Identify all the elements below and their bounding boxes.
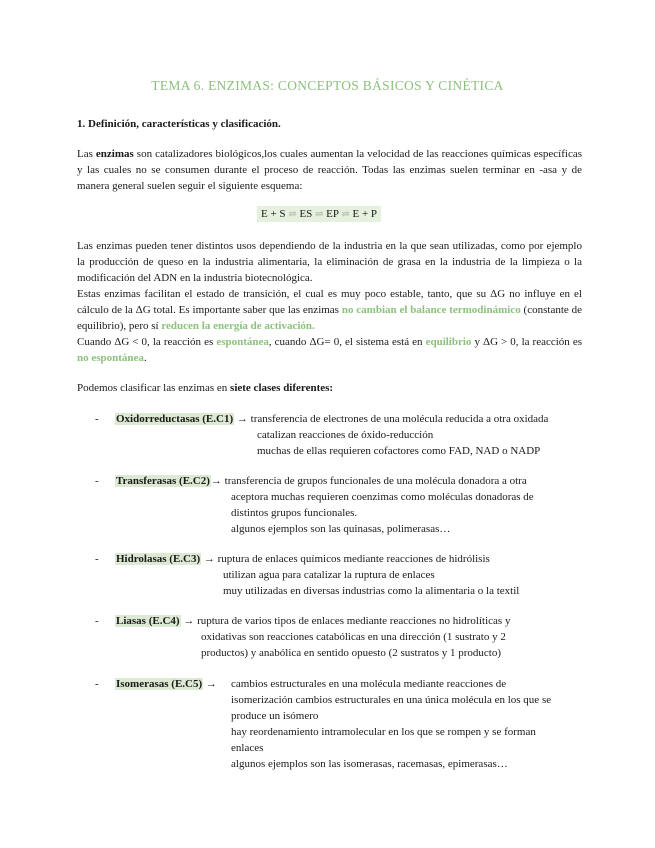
class-name: Isomerasas (E.C5) (116, 678, 203, 690)
highlight-equilibrio: equilibrio (425, 336, 472, 348)
class-name: Hidrolasas (E.C3) (116, 553, 201, 565)
class-line: muy utilizadas en diversas industrias como la alimentaria o la textil (223, 585, 520, 597)
list-dash: - (95, 678, 99, 690)
transition-text-c: (constante de equilibrio), pero sí (77, 304, 583, 332)
class-line: distintos grupos funcionales. (231, 507, 358, 519)
scheme-ep: EP (326, 208, 339, 220)
class-name: Transferasas (E.C2) (116, 475, 210, 487)
scheme-es: ES (299, 208, 313, 220)
class-line: oxidativas son reacciones catabólicas en una dirección (1 sustrato y 2 (201, 631, 506, 643)
right-arrow-icon: → (203, 678, 217, 690)
uses-paragraph (77, 238, 582, 286)
class-line: catalizan reacciones de óxido-reducción (257, 429, 434, 441)
reaction-scheme (257, 206, 381, 222)
transition-text-i: y ΔG > 0, la reacción es (471, 336, 583, 348)
transition-text-a: Estas enzimas facilitan el estado de transición, el cual es muy poco estable, tanto, que su ΔG no influye en el cálculo de la ΔG total. Es importante saber que las enzimas (77, 288, 582, 316)
class-line: ruptura de varios tipos de enlaces mediante reacciones no hidrolíticas y (197, 615, 511, 627)
intro-keyword-enzimas: enzimas (95, 148, 134, 160)
intro-text-c: son catalizadores biológicos,los cuales aumentan la velocidad de las reacciones químicas específicas y las cuales no se consumen durante el proceso de reacción. Todas las enzimas suelen terminar en -asa y de manera general suelen seguir el siguiente esquema: (77, 148, 582, 192)
uses-text: Las enzimas pueden tener distintos usos dependiendo de la industria en la que sean utilizadas, como por ejemplo la producción de queso en la industria alimentaria, la eliminación de grasa en la industria de la limpieza o la modificación del ADN en la industria biotecnológica. (77, 240, 582, 284)
class-line: algunos ejemplos son las quinasas, polimerasas… (231, 523, 451, 535)
class-name: Oxidorreductasas (E.C1) (116, 413, 234, 425)
intro-paragraph (77, 146, 582, 194)
class-header (115, 676, 217, 692)
class-header (115, 613, 510, 629)
class-line: ruptura de enlaces químicos mediante reacciones de hidrólisis (217, 553, 490, 565)
highlight-thermo: no cambian el balance termodinámico (341, 304, 521, 316)
scheme-e-p: E + P (352, 208, 378, 220)
right-arrow-icon: → (201, 553, 218, 565)
class-line: enlaces (231, 742, 264, 754)
class-line: productos) y anabólica en sentido opuesto (2 sustratos y 1 producto) (201, 647, 501, 659)
right-arrow-icon: → (234, 413, 251, 425)
classes-intro-text: Podemos clasificar las enzimas en (77, 382, 231, 394)
scheme-e-s: E + S (261, 208, 286, 220)
class-line: utilizan agua para catalizar la ruptura de enlaces (223, 569, 435, 581)
list-dash: - (95, 475, 99, 487)
class-name: Liasas (E.C4) (116, 615, 180, 627)
transition-text-k: . (143, 352, 147, 364)
class-header (115, 411, 548, 427)
equilibrium-arrow-icon: ⇌ (341, 209, 350, 220)
class-line: transferencia de grupos funcionales de una molécula donadora a otra (224, 475, 527, 487)
highlight-activation: reducen la energía de activación. (161, 320, 315, 332)
equilibrium-arrow-icon: ⇌ (315, 209, 324, 220)
class-line: hay reordenamiento intramolecular en los que se rompen y se forman (231, 726, 536, 738)
classes-intro-bold: siete clases diferentes: (230, 382, 334, 394)
right-arrow-icon: → (180, 615, 198, 627)
class-line: transferencia de electrones de una molécula reducida a otra oxidada (250, 413, 549, 425)
highlight-no-espontanea: no espontánea (77, 352, 144, 364)
class-line: produce un isómero (231, 710, 319, 722)
class-line: aceptora muchas requieren coenzimas como moléculas donadoras de (231, 491, 534, 503)
class-line: algunos ejemplos son las isomerasas, racemasas, epimerasas… (231, 758, 508, 770)
list-dash: - (95, 413, 99, 425)
transition-text-g: , cuando ΔG= 0, el sistema está en (268, 336, 426, 348)
class-line: cambios estructurales en una molécula mediante reacciones de (231, 678, 507, 690)
class-header (115, 473, 527, 489)
transition-paragraph (77, 286, 582, 366)
section-heading: 1. Definición, características y clasificación. (77, 118, 281, 130)
page-title: TEMA 6. ENZIMAS: CONCEPTOS BÁSICOS Y CINÉTICA (151, 78, 504, 93)
transition-text-e: Cuando ΔG < 0, la reacción es (77, 336, 217, 348)
class-header (115, 551, 490, 567)
intro-text-a: Las (77, 148, 96, 160)
list-dash: - (95, 615, 99, 627)
class-line: muchas de ellas requieren cofactores como FAD, NAD o NADP (257, 445, 541, 457)
highlight-espontanea: espontánea (216, 336, 269, 348)
classes-intro (77, 380, 582, 396)
equilibrium-arrow-icon: ⇌ (288, 209, 297, 220)
list-dash: - (95, 553, 99, 565)
class-line: isomerización cambios estructurales en una única molécula en los que se (231, 694, 552, 706)
right-arrow-icon: → (210, 475, 225, 487)
